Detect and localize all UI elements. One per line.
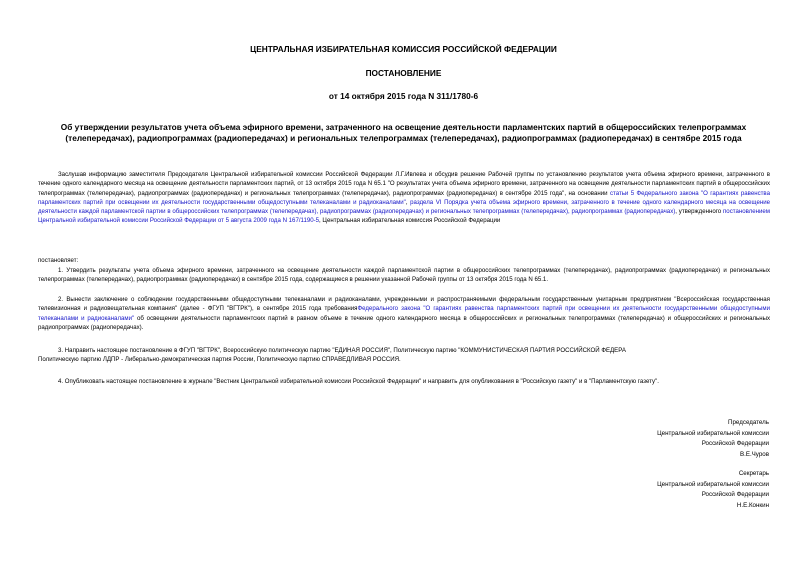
secretary-org-line-2: Российской Федерации [701,491,769,498]
federal-law-link[interactable]: Федерального закона "О гарантиях равенства парламентских партий при освещении их деятельности государственными общедоступными телеканалами и радиоканалами" [38,305,770,322]
item-3-text-b: Политическую партию ЛДПР - Либерально-демократическая партия России, Политическую партию СПРАВЕДЛИВАЯ РОССИЯ. [38,356,401,364]
item-2-text-b: об освещении деятельности парламентских партий в равном объеме в течение одного календарного месяца в общероссийских и региональных телепрограммах (телепередачах) и общероссийских и региональных радиопрограммах (радиопередачах). [38,314,770,331]
chairman-org-line-2: Российской Федерации [701,440,769,447]
item-3-paragraph [38,346,770,365]
item-4-paragraph [38,377,770,386]
preamble-text-4: , Центральная избирательная комиссия Российской Федерации [319,217,501,225]
secretary-signature-block [569,469,769,511]
chairman-name: В.Е.Чуров [739,450,769,458]
preamble-paragraph [38,170,770,226]
item-3-text-a: 3. Направить настоящее постановление в ФГУП "ВГТРК", Всероссийскую политическую партию "ЕДИНАЯ РОССИЯ", Политическую партию "КОММУНИСТИЧЕСКАЯ ПАРТИЯ РОССИЙСКОЙ ФЕДЕРА [58,347,626,354]
resolution-2009-link[interactable]: постановлением Центральной избирательной комиссии Российской Федерации от 5 августа 2009 года N 167/1190-5 [38,208,770,225]
item-1-paragraph [38,266,770,285]
law-article-5-link[interactable]: статьи 5 Федерального закона "О гарантиях равенства парламентских партий при освещении их деятельности государственными общедоступными телеканалами и радиоканалами" [38,189,770,206]
decree-word: постановляет: [38,257,79,264]
date-number-heading: от 14 октября 2015 года N 311/1780-6 [328,91,479,101]
chairman-org-line-1: Центральной избирательной комиссии [657,429,769,437]
organization-heading: ЦЕНТРАЛЬНАЯ ИЗБИРАТЕЛЬНАЯ КОМИССИЯ РОССИЙСКОЙ ФЕДЕРАЦИИ [250,44,557,54]
preamble-text-1: Заслушав информацию заместителя Председателя Центральной избирательной комиссии Российской Федерации Л.Г.Ивлева и обсудив решение Рабочей группы по установлению результатов учета объема эфирного времени, затраченного в течение одного календарного месяца на освещение деятельности парламентских партий, от 13 октября 2015 года N 65.1 "О результатах учета объема эфирного времени, затраченного на освещение деятельности парламентских партий в общероссийских телепрограммах (телепередачах), радиопрограммах (радиопередачах) и региональных телепрограммах (телепередачах), радиопрограммах (радиопередачах) в сентябре 2015 года", на основании [38,171,770,197]
item-2-text-a: 2. Вынести заключение о соблюдении государственными общедоступными телеканалами и радиоканалами, учрежденными и распространяемыми федеральным государственным унитарным предприятием "Всероссийская государственная телевизионная и радиовещательная компания" (далее - ФГУП "ВГТРК"), в сентябре 2015 года требования [38,296,770,313]
preamble-text-2: , [405,198,411,206]
procedure-section-link[interactable]: раздела VI Порядка учета объема эфирного времени, затраченного в течение одного календарного месяца на освещение деятельности каждой парламентской партии в общероссийских телепрограммах (телепередачах), радиопрограммах (радиопередачах) и региональных телепрограммах (телепередачах), радиопрограммах (радиопередачах) [38,198,770,216]
chairman-title: Председатель [728,419,769,426]
item-4-text: 4. Опубликовать настоящее постановление в журнале "Вестник Центральной избирательной комиссии Российской Федерации" и направить для опубликования в "Российскую газету" и в "Парламентскую газету". [58,378,659,385]
secretary-org-line-1: Центральной избирательной комиссии [657,480,769,488]
secretary-name: Н.Е.Конкин [736,501,769,509]
document-title: Об утверждении результатов учета объема эфирного времени, затраченного на освещение деятельности парламентских партий в общероссийских телепрограммах (телепередачах), радиопрограммах (радиопередачах) и региональных телепрограммах (телепередачах), радиопрограммах (радиопередачах) в сентябре 2015 года [60,122,747,143]
document-type-heading: ПОСТАНОВЛЕНИЕ [365,68,442,78]
item-2-paragraph [38,295,770,332]
chairman-signature-block [569,418,769,460]
secretary-title: Секретарь [738,470,769,477]
item-1-text: 1. Утвердить результаты учета объема эфирного времени, затраченного на освещение деятельности каждой парламентской партии в общероссийских телепрограммах (телепередачах), радиопрограммах (радиопередачах) и региональных телепрограммах (телепередачах), радиопрограммах (радиопередачах) в сентябре 2015 года, содержащиеся в решении указанной Рабочей группы от 13 октября 2015 года N 65.1. [38,267,770,284]
preamble-text-3: , утвержденного [675,208,723,216]
